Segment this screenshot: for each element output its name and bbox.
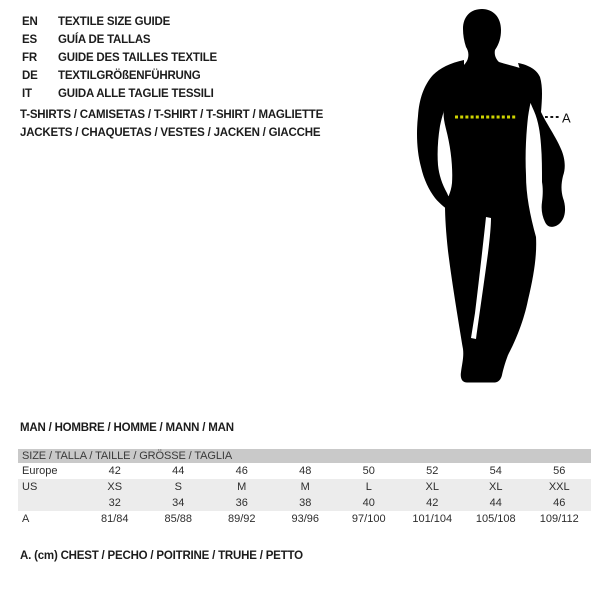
table-cell: M [300, 481, 310, 493]
table-cell: 56 [553, 465, 566, 477]
language-label: GUÍA DE TALLAS [58, 34, 151, 46]
language-row [22, 85, 217, 103]
language-list [22, 13, 217, 103]
language-row [22, 13, 217, 31]
table-cell: XL [489, 481, 503, 493]
language-label: TEXTILGRÖßENFÜHRUNG [58, 70, 201, 82]
table-cell: S [174, 481, 182, 493]
measure-label-a: A [562, 110, 571, 126]
footnote-chest-legend: A. (cm) CHEST / PECHO / POITRINE / TRUHE / PETTO [20, 550, 303, 562]
table-cell: 32 [108, 497, 121, 509]
size-table-header: SIZE / TALLA / TAILLE / GRÖSSE / TAGLIA [18, 449, 591, 463]
table-cell: 44 [489, 497, 502, 509]
category-jackets: JACKETS / CHAQUETAS / VESTES / JACKEN / GIACCHE [20, 127, 321, 139]
table-cell: 40 [362, 497, 375, 509]
table-cell: 42 [426, 497, 439, 509]
table-cell: 97/100 [351, 513, 386, 525]
table-cell: 48 [299, 465, 312, 477]
table-cell: XXL [548, 481, 570, 493]
table-cell: 93/96 [291, 513, 320, 525]
language-label: GUIDE DES TAILLES TEXTILE [58, 52, 217, 64]
table-cell: 36 [235, 497, 248, 509]
language-row [22, 31, 217, 49]
table-cell: 34 [172, 497, 185, 509]
table-cell: 52 [426, 465, 439, 477]
language-row [22, 49, 217, 67]
category-tshirts: T-SHIRTS / CAMISETAS / T-SHIRT / T-SHIRT / MAGLIETTE [20, 109, 324, 121]
language-row [22, 67, 217, 85]
table-cell: L [365, 481, 372, 493]
table-cell: 42 [108, 465, 121, 477]
table-row-europe [18, 463, 591, 479]
table-cell: 81/84 [100, 513, 129, 525]
table-cell: 101/104 [412, 513, 453, 525]
table-row-us [18, 479, 591, 495]
language-label: GUIDA ALLE TAGLIE TESSILI [58, 88, 214, 100]
table-cell: XS [107, 481, 123, 493]
category-list [20, 106, 323, 142]
table-cell: 109/112 [539, 513, 579, 525]
table-cell: 46 [553, 497, 566, 509]
size-table [18, 449, 591, 527]
man-silhouette [400, 5, 580, 400]
language-code: IT [22, 88, 32, 100]
table-cell: M [237, 481, 247, 493]
table-cell: 105/108 [475, 513, 516, 525]
table-cell: 50 [362, 465, 375, 477]
row-label: Europe [22, 465, 58, 477]
section-title-man: MAN / HOMBRE / HOMME / MANN / MAN [20, 422, 234, 434]
table-cell: 85/88 [164, 513, 193, 525]
language-code: FR [22, 52, 37, 64]
table-cell: XL [425, 481, 439, 493]
table-row-chest-a [18, 511, 591, 527]
row-label: A [22, 513, 30, 525]
row-label: US [22, 481, 38, 493]
table-cell: 89/92 [227, 513, 256, 525]
table-row-us-numeric [18, 495, 591, 511]
table-cell: 44 [172, 465, 185, 477]
table-cell: 54 [489, 465, 502, 477]
language-code: DE [22, 70, 38, 82]
language-code: EN [22, 16, 38, 28]
language-code: ES [22, 34, 37, 46]
table-cell: 46 [235, 465, 248, 477]
language-label: TEXTILE SIZE GUIDE [58, 16, 171, 28]
man-silhouette-graphic [400, 5, 580, 400]
table-cell: 38 [299, 497, 312, 509]
row-label [18, 495, 83, 511]
